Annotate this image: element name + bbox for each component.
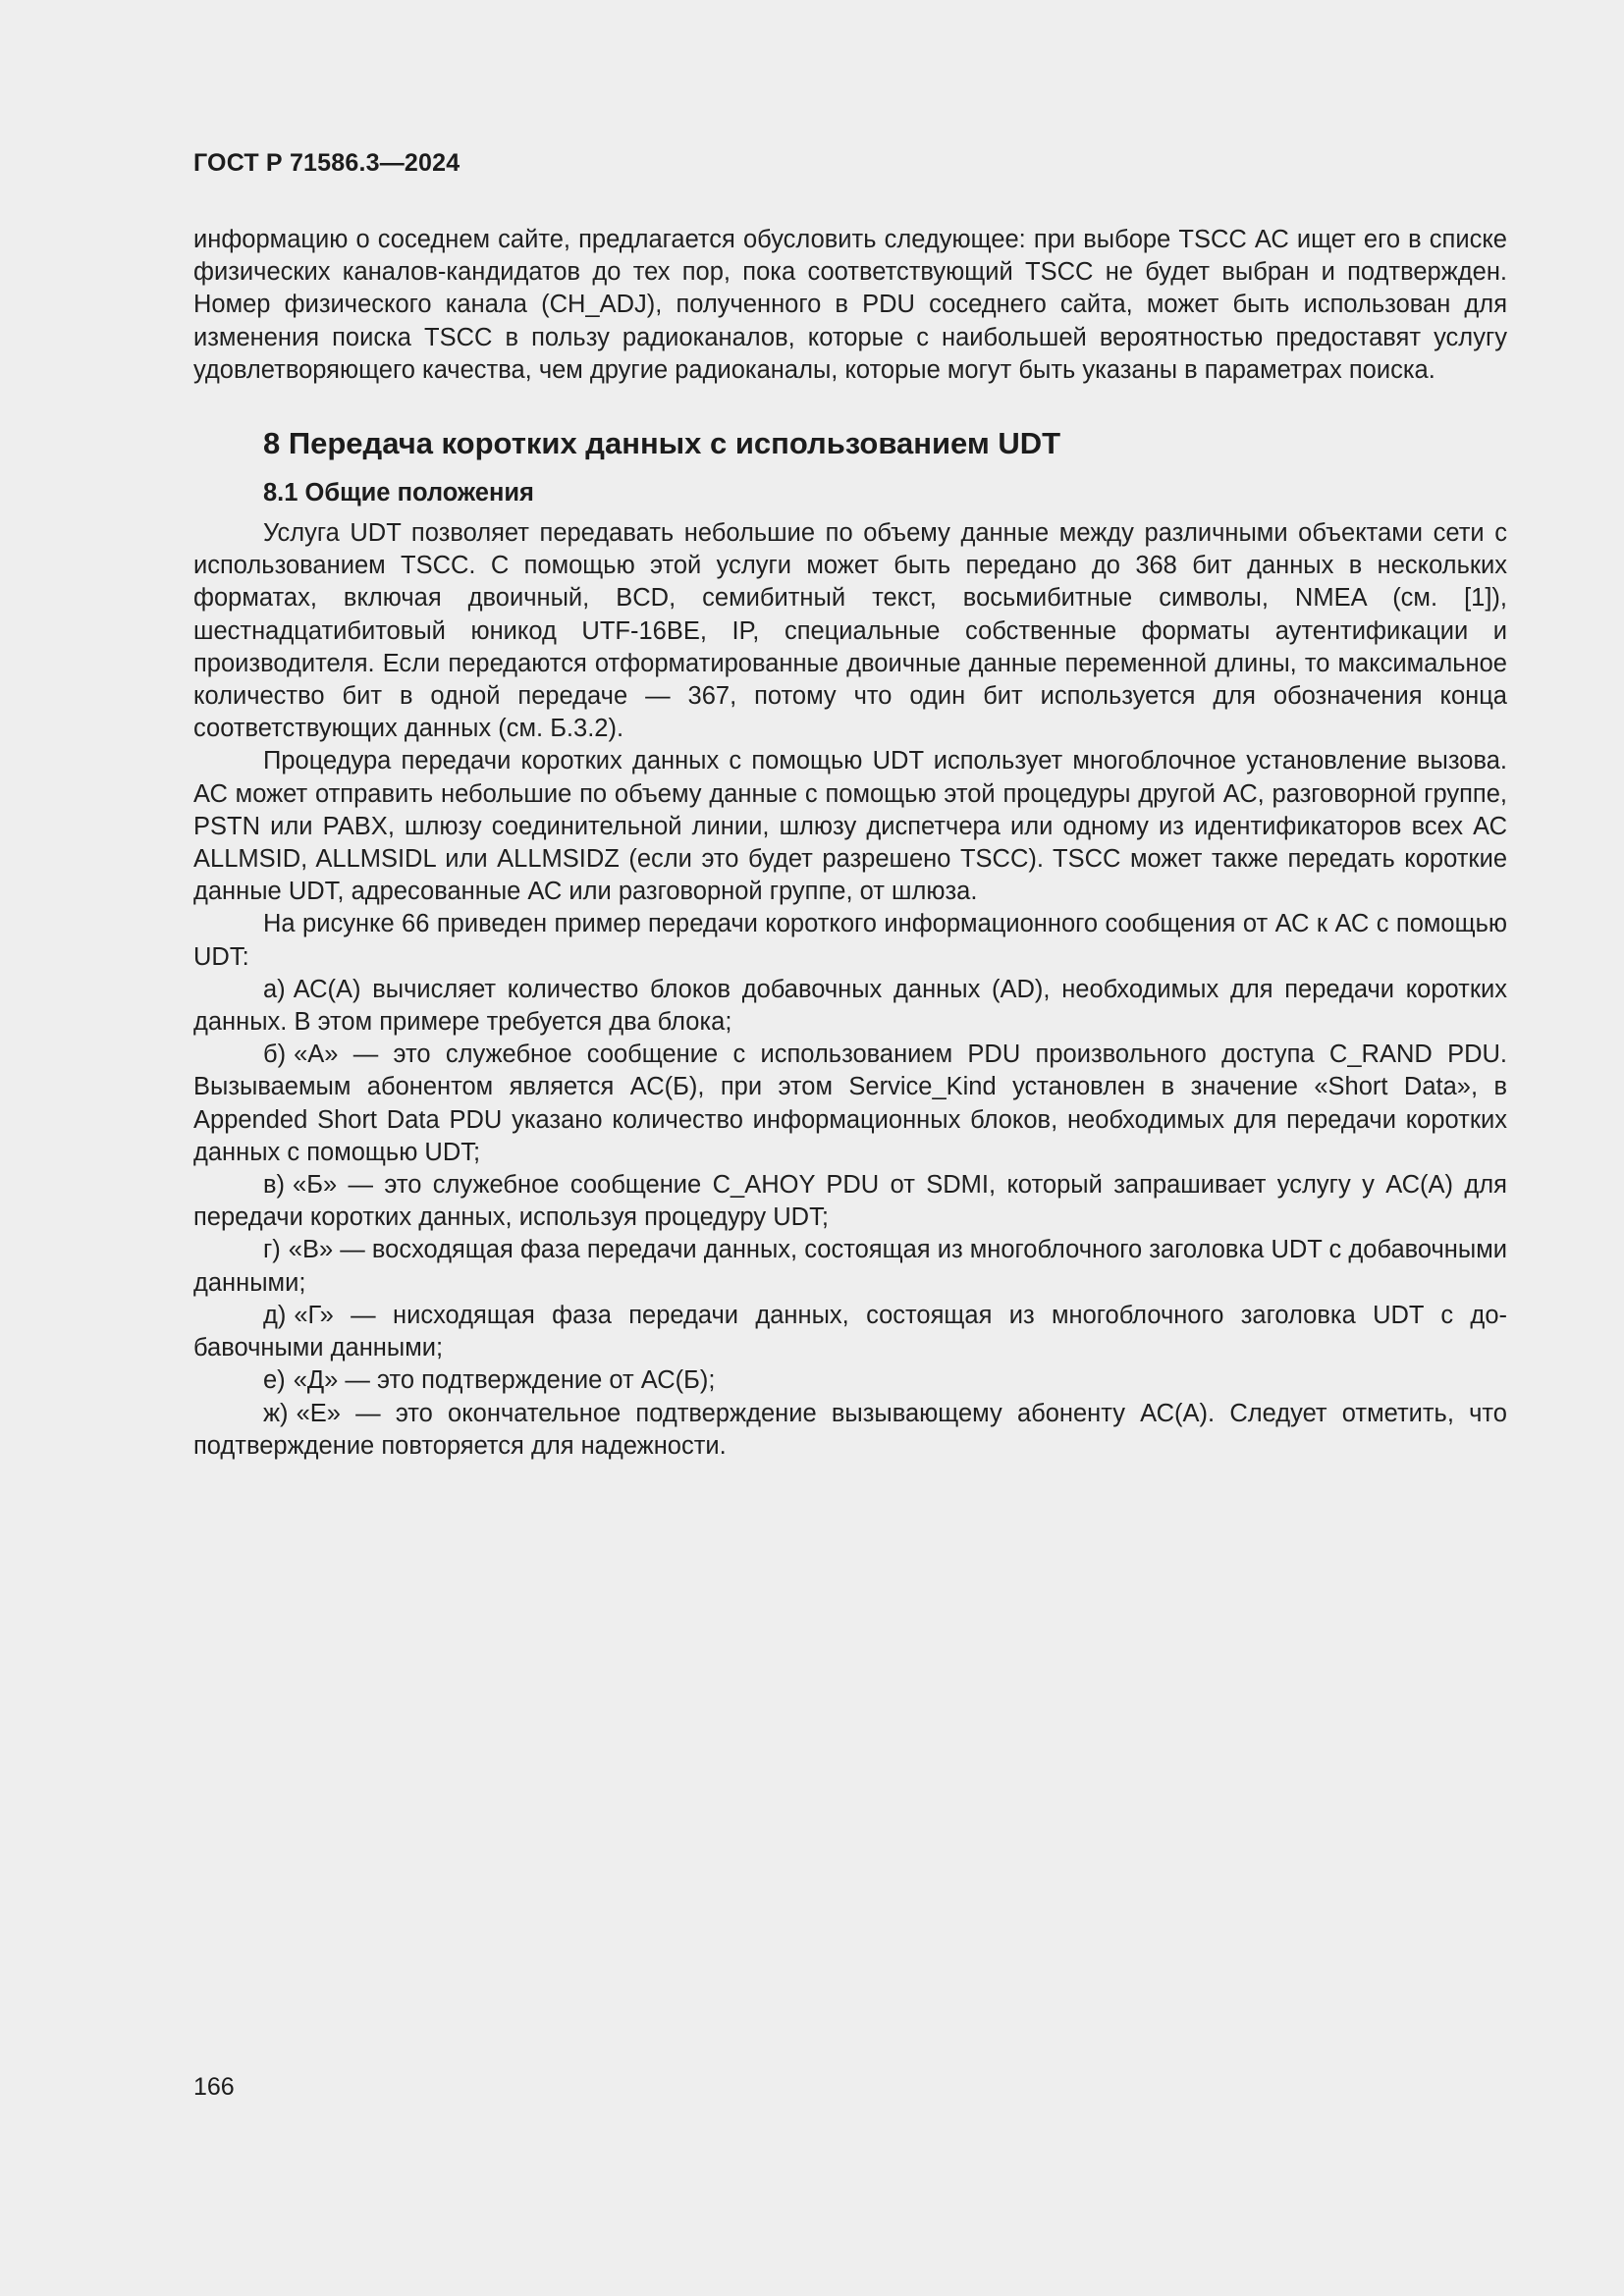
paragraph: Услуга UDT позволяет передавать небольшие по объему данные между различными объектами сети с использованием TSCC. С помощью этой услуги может быть передано до 368 бит данных в нескольких форматах, включая двоичный, BCD, семибитный текст, восьмибитные символы, NMEA (см. [1]), шестнадцатибитовый юникод UTF-16BE, IP, специальные собственные форматы аутентификации и производителя. Если передаются отформатированные двоичные данные переменной длины, то максимальное количество бит в одной передаче — 367, потому что один бит используется для обозначения конца соответствующих данных (см. Б.3.2). <box>193 519 1507 743</box>
list-item-text: «А» — это служебное сообщение с использованием PDU произвольного доступа C_RAND PDU. Вызываемым абонентом является АС(Б), при этом Service_Kind установлен в значение «Short Data», в Appended Short Data PDU указано количество информационных блоков, необходимых для передачи коротких данных с помощью UDT; <box>193 1041 1507 1166</box>
list-item-text: АС(А) вычисляет количество блоков добавочных данных (AD), необходимых для передачи коротких данных. В этом примере требуется два блока; <box>193 975 1507 1037</box>
list-marker: д) <box>263 1301 287 1329</box>
document-code: ГОСТ Р 71586.3—2024 <box>193 149 460 177</box>
list-item <box>193 1169 1507 1234</box>
list-marker: г) <box>263 1236 281 1264</box>
page-number: 166 <box>193 2073 235 2101</box>
paragraph: Процедура передачи коротких данных с помощью UDT использует многоблочное установление вызова. АС может отправить небольшие по объему данные с помощью этой процедуры другой АС, разговорной группе, PSTN или PABX, шлюзу соединительной линии, шлюзу диспетчера или одному из идентификаторов всех АС ALLMSID, ALLMSIDL или ALLMSIDZ (если это будет разрешено TSCC). TSCC может также передать короткие данные UDT, адресованные АС или разговорной группе, от шлюза. <box>193 747 1507 906</box>
list-marker: ж) <box>263 1399 289 1427</box>
list-marker: б) <box>263 1041 287 1069</box>
list-marker: в) <box>263 1171 286 1200</box>
list-item <box>193 1364 1507 1397</box>
list-item <box>193 1398 1507 1463</box>
subsection-heading: 8.1 Общие положения <box>263 479 534 507</box>
list-marker: е) <box>263 1366 286 1395</box>
paragraph: На рисунке 66 приведен пример передачи короткого информационного сообщения от АС к АС с помощью UDT: <box>193 910 1507 971</box>
list-item <box>193 1039 1507 1169</box>
list-item <box>193 1300 1507 1364</box>
list-item-text: «В» — восходящая фаза передачи данных, состоящая из многоблочного заголовка UDT с добавочными данными; <box>193 1236 1507 1297</box>
list-item <box>193 1234 1507 1299</box>
section-heading: 8 Передача коротких данных с использованием UDT <box>263 426 1061 461</box>
list-item-text: «Д» — это подтверждение от АС(Б); <box>293 1366 716 1395</box>
list-item <box>193 974 1507 1039</box>
list-marker: а) <box>263 975 286 1003</box>
document-body <box>193 224 1507 1463</box>
list-item-text: «Б» — это служебное сообщение C_AHOY PDU от SDMI, который запрашивает услугу у АС(А) для передачи коротких данных, используя процедуру UDT; <box>193 1171 1507 1232</box>
list-item-text: «Е» — это окончательное подтверждение вызывающему абоненту АС(А). Следует отметить, что подтверждение повторяется для надежности. <box>193 1399 1507 1460</box>
list-item-text: «Г» — нисходящая фаза передачи данных, состоящая из многоблочного заголовка UDT с добавочными данными; <box>193 1301 1507 1362</box>
intro-paragraph: информацию о соседнем сайте, предлагается обусловить следующее: при выборе TSCC АС ищет его в списке физических каналов-кандидатов до тех пор, пока соответствующий TSCC не будет выбран и подтвержден. Номер физического канала (CH_ADJ), полученного в PDU соседнего сайта, может быть использован для изменения поиска TSCC в пользу радиоканалов, которые с наибольшей вероятностью предоставят услугу удовлетворяющего качества, чем другие радиоканалы, которые могут быть указаны в параметрах поиска. <box>193 226 1507 384</box>
